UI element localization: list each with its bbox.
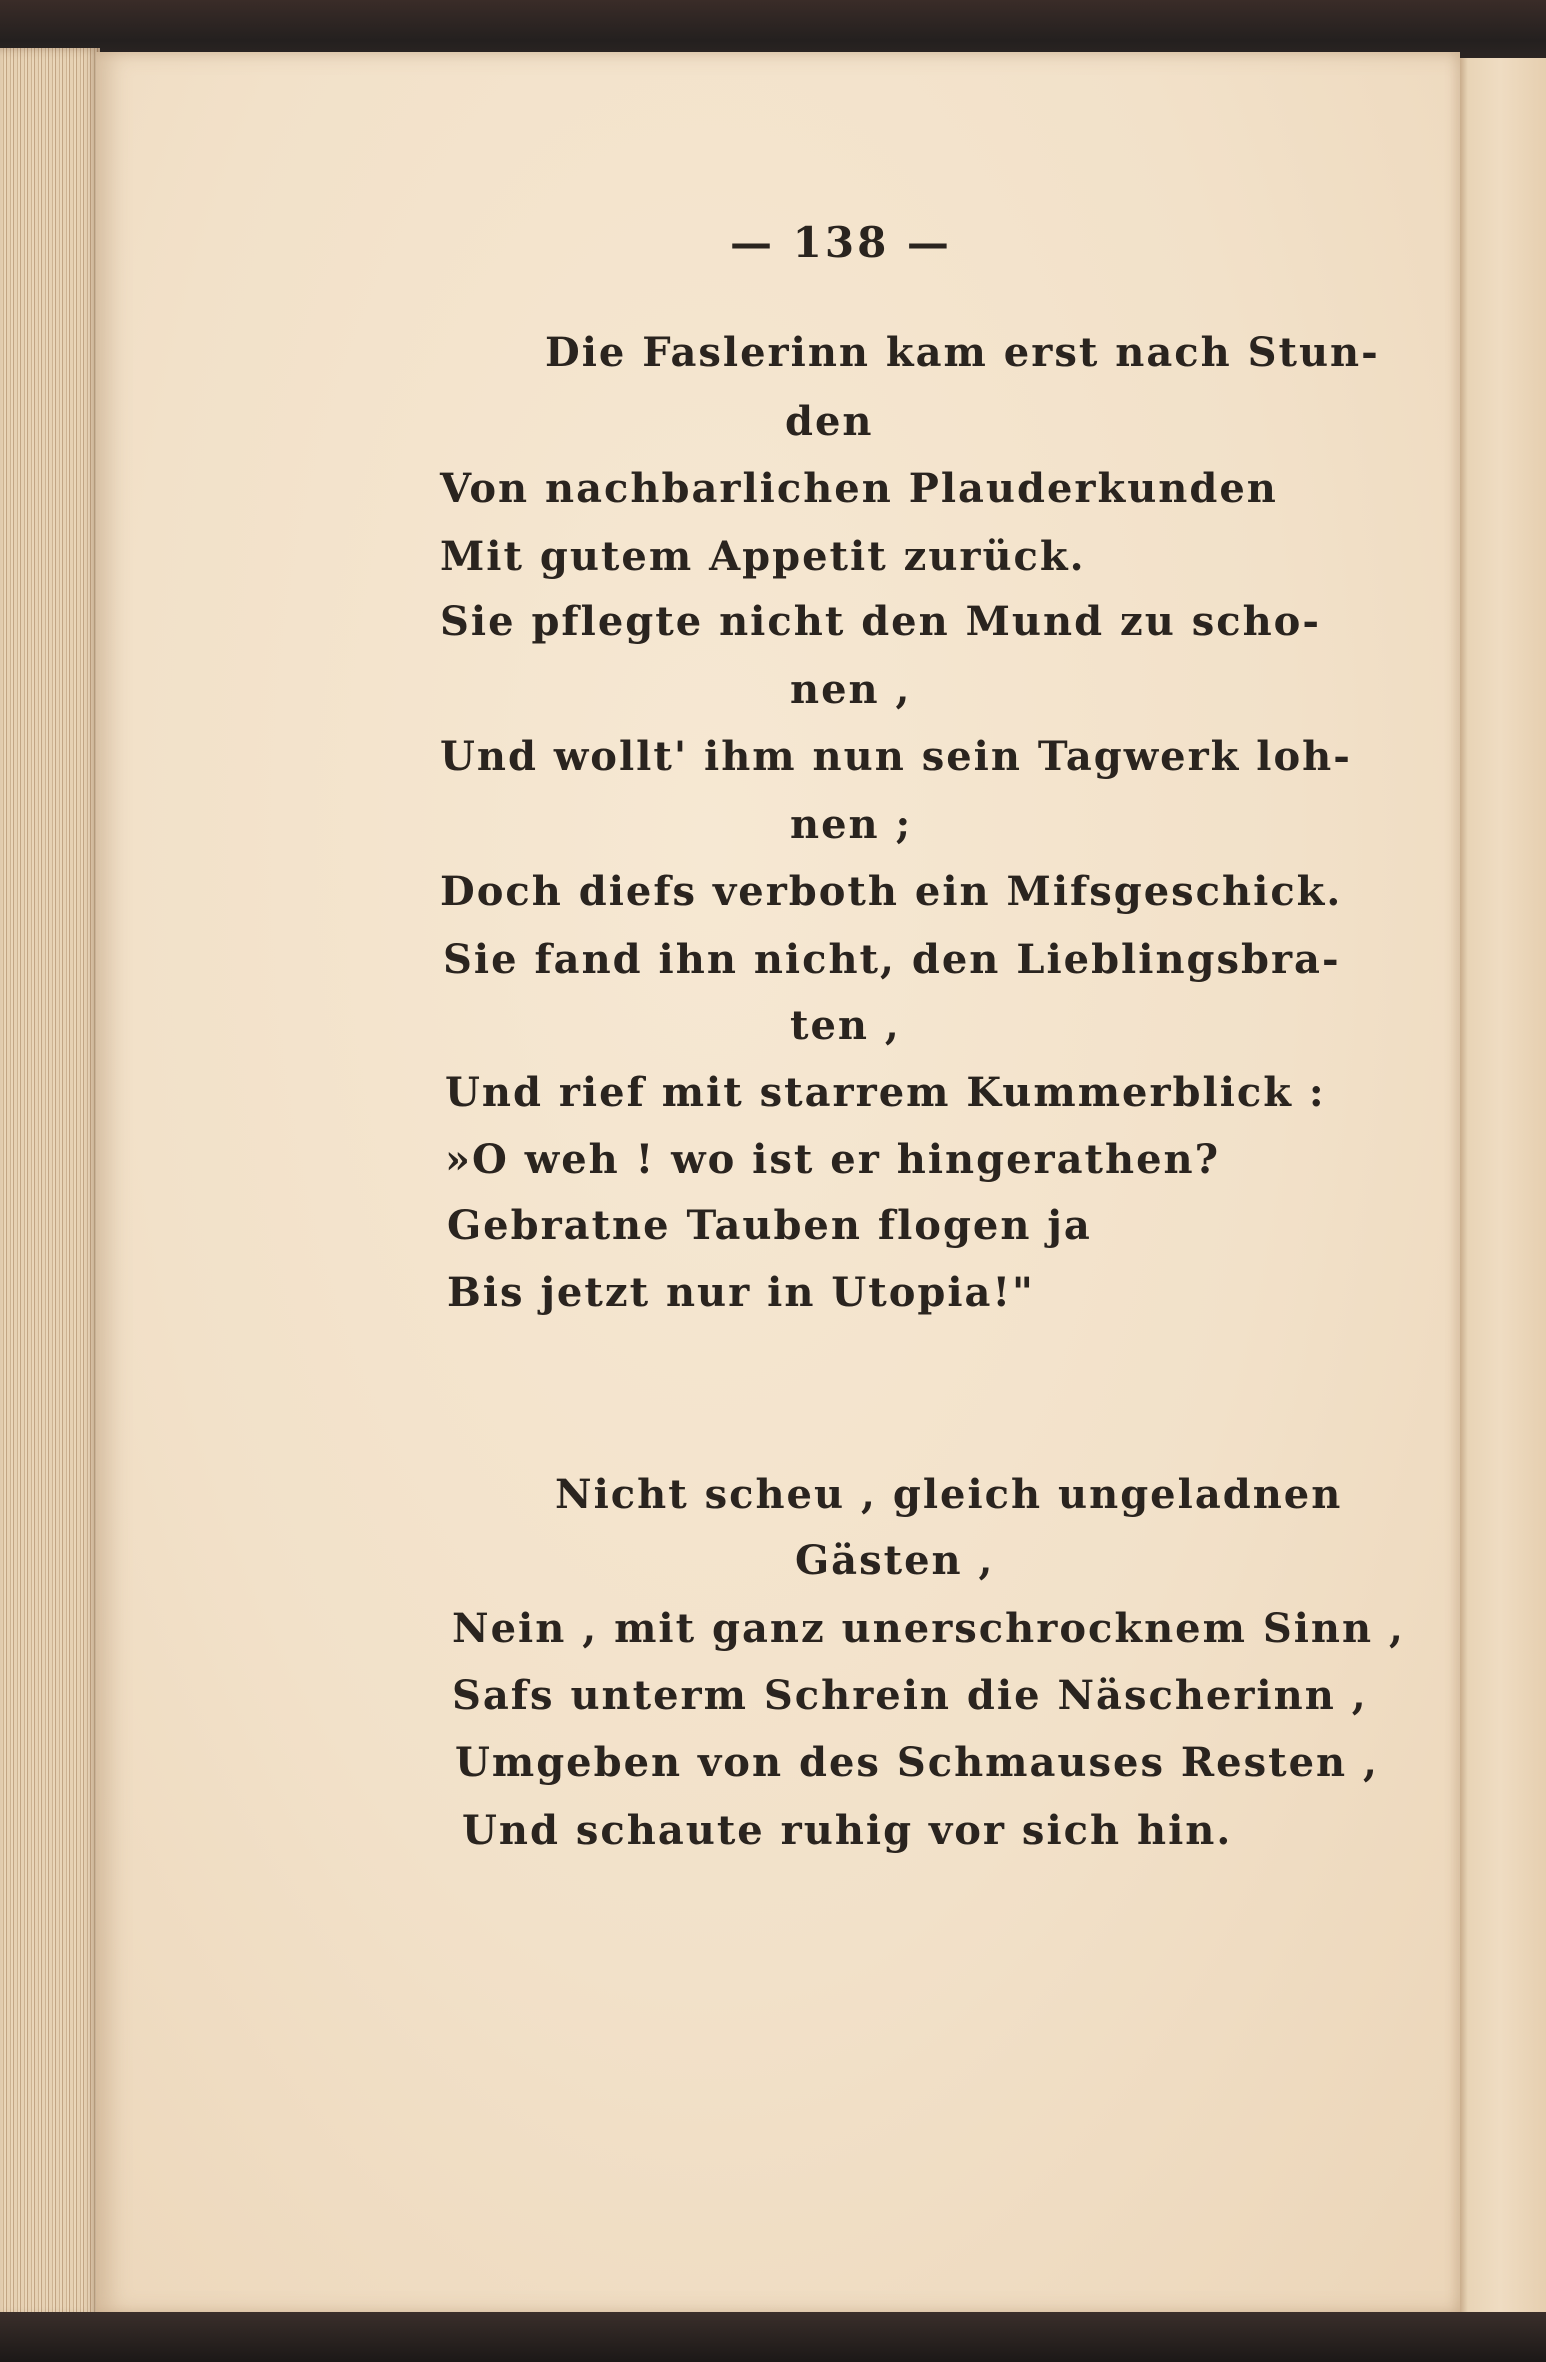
poem-line: Und rief mit starrem Kummerblick : <box>445 1069 1326 1116</box>
book-binding-top <box>0 0 1546 58</box>
poem-line: Gästen , <box>795 1537 995 1584</box>
poem-line: den <box>785 398 874 445</box>
poem-line: Die Faslerinn kam erst nach Stun- <box>545 329 1380 376</box>
poem-line: Und schaute ruhig vor sich hin. <box>462 1807 1233 1854</box>
poem-line: Doch diefs verboth ein Mifsgeschick. <box>440 868 1343 915</box>
book-page <box>96 52 1460 2314</box>
poem-line: ten , <box>790 1002 901 1049</box>
poem-line: Sie fand ihn nicht, den Lieblingsbra- <box>443 936 1341 983</box>
poem-line: Nicht scheu , gleich ungeladnen <box>555 1471 1343 1518</box>
poem-line: Safs unterm Schrein die Näscherinn , <box>452 1672 1368 1719</box>
poem-line: Und wollt' ihm nun sein Tagwerk loh- <box>440 733 1352 780</box>
page-edges <box>0 48 100 2318</box>
poem-line: nen ; <box>790 801 913 848</box>
page-number: — 138 — <box>730 218 952 267</box>
poem-line: Nein , mit ganz unerschrocknem Sinn , <box>452 1605 1405 1652</box>
poem-line: nen , <box>790 666 912 713</box>
poem-line: Mit gutem Appetit zurück. <box>440 533 1086 580</box>
poem-line: Gebratne Tauben flogen ja <box>447 1202 1092 1249</box>
poem-line: Von nachbarlichen Plauderkunden <box>440 465 1278 512</box>
poem-line: »O weh ! wo ist er hingerathen? <box>445 1136 1221 1183</box>
poem-line: Bis jetzt nur in Utopia!" <box>447 1269 1035 1316</box>
adjoining-page-edge <box>1460 58 1546 2314</box>
book-binding-bottom <box>0 2312 1546 2362</box>
poem-line: Umgeben von des Schmauses Resten , <box>455 1739 1379 1786</box>
poem-line: Sie pflegte nicht den Mund zu scho- <box>440 598 1321 645</box>
